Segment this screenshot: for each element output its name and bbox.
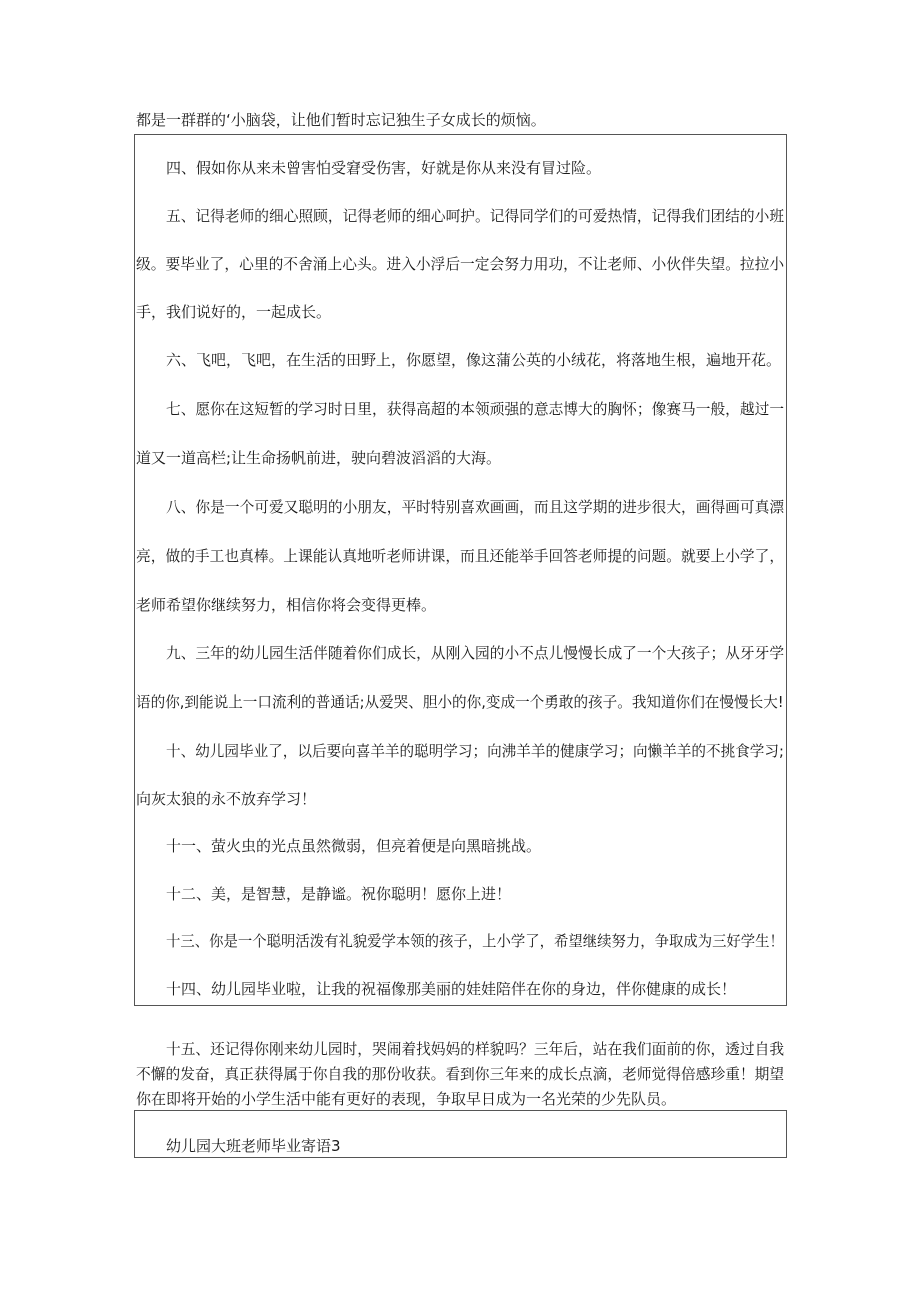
box1-line-17: 十三、你是一个聪明活泼有礼貌爱学本领的孩子，上小学了，希望继续努力，争取成为三好学生！ bbox=[166, 932, 784, 950]
box1-line-14: 向灰太狼的永不放弃学习！ bbox=[136, 790, 317, 808]
middle-line-1: 十五、还记得你刚来幼儿园时，哭闹着找妈妈的样貌吗？三年后，站在我们面前的你，透过自我 bbox=[166, 1040, 785, 1058]
box1-line-8: 八、你是一个可爱又聪明的小朋友，平时特别喜欢画画，而且这学期的进步很大，画得画可真漂 bbox=[166, 498, 785, 516]
box1-line-10: 老师希望你继续努力，相信你将会变得更棒。 bbox=[136, 596, 437, 614]
middle-line-3: 你在即将开始的小学生活中能有更好的表现，争取早日成为一名光荣的少先队员。 bbox=[136, 1090, 677, 1108]
top-line: 都是一群群的‘小脑袋，让他们暂时忘记独生子女成长的烦恼。 bbox=[136, 111, 546, 129]
box1-line-6: 七、愿你在这短暂的学习时日里，获得高超的本领顽强的意志博大的胸怀；像赛马一般，越过一 bbox=[166, 400, 785, 418]
box1-line-1: 四、假如你从来未曾害怕受窘受伤害，好就是你从来没有冒过险。 bbox=[166, 159, 602, 177]
box1-line-3: 级。要毕业了，心里的不舍涌上心头。进入小浮后一定会努力用功，不让老师、小伙伴失望。拉拉小 bbox=[136, 255, 785, 273]
box1-line-12: 语的你,到能说上一口流利的普通话;从爱哭、胆小的你,变成一个勇敢的孩子。我知道你们在慢慢长大! bbox=[136, 693, 784, 711]
box1-line-5: 六、飞吧，飞吧，在生活的田野上，你愿望，像这蒲公英的小绒花，将落地生根，遍地开花。 bbox=[166, 351, 782, 369]
box1-line-15: 十一、萤火虫的光点虽然微弱，但亮着便是向黑暗挑战。 bbox=[166, 837, 542, 855]
box1-line-11: 九、三年的幼儿园生活伴随着你们成长，从刚入园的小不点儿慢慢长成了一个大孩子；从牙牙学 bbox=[166, 644, 785, 662]
box1-line-13: 十、幼儿园毕业了，以后要向喜羊羊的聪明学习；向沸羊羊的健康学习；向懒羊羊的不挑食学习; bbox=[166, 742, 784, 760]
box1-line-18: 十四、幼儿园毕业啦，让我的祝福像那美丽的娃娃陪伴在你的身边，伴你健康的成长！ bbox=[166, 980, 737, 998]
box2-title: 幼儿园大班老师毕业寄语3 bbox=[166, 1137, 341, 1155]
box1-line-2: 五、记得老师的细心照顾，记得老师的细心呵护。记得同学们的可爱热情，记得我们团结的小班 bbox=[166, 207, 785, 225]
middle-line-2: 不懈的发奋，真正获得属于你自我的那份收获。看到你三年来的成长点滴，老师觉得倍感珍重！期望 bbox=[136, 1065, 785, 1083]
box1-line-4: 手，我们说好的，一起成长。 bbox=[136, 303, 332, 321]
box1-line-7: 道又一道高栏;让生命扬帆前进，驶向碧波滔滔的大海。 bbox=[136, 449, 502, 467]
box1-line-9: 亮，做的手工也真棒。上课能认真地听老师讲课，而且还能举手回答老师提的问题。就要上小学了， bbox=[136, 547, 785, 565]
box1-line-16: 十二、美，是智慧，是静谧。祝你聪明！愿你上进！ bbox=[166, 885, 512, 903]
